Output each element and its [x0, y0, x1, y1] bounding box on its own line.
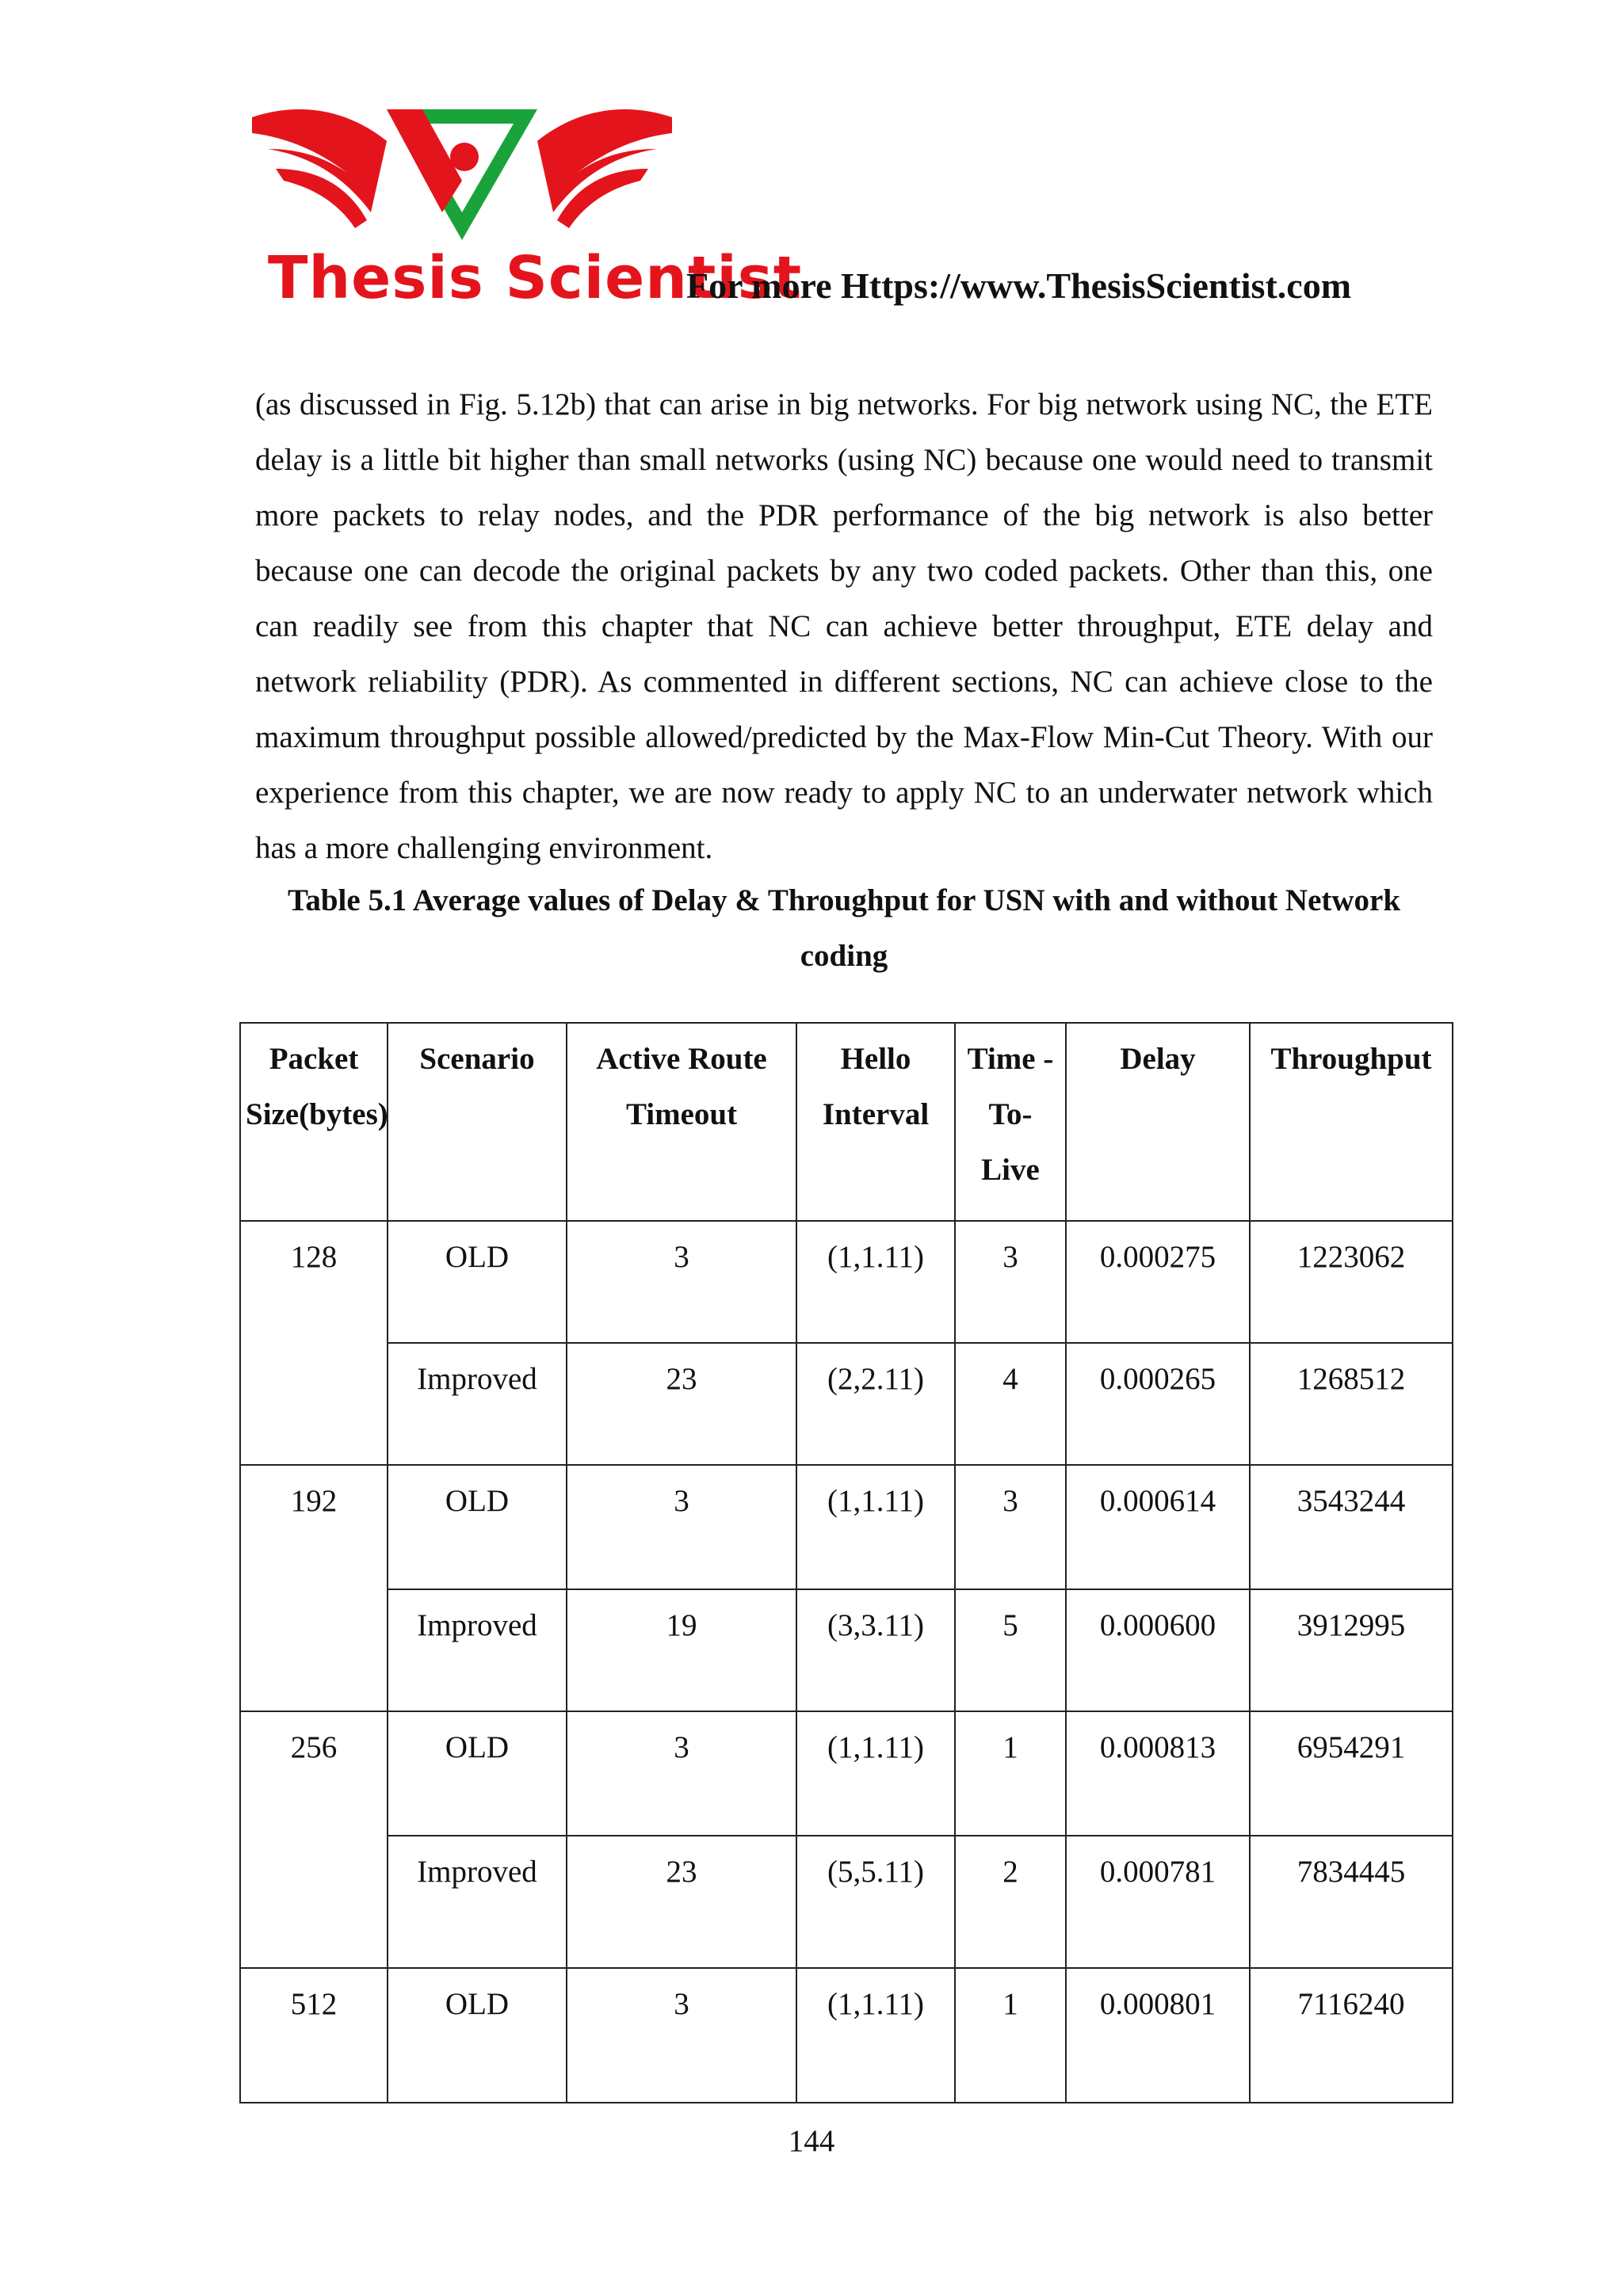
throughput-cell: 3543244	[1250, 1465, 1453, 1589]
throughput-cell: 7116240	[1250, 1968, 1453, 2103]
ttl-cell: 4	[955, 1343, 1066, 1465]
table-row	[240, 1465, 1453, 1589]
active-route-timeout-cell: 23	[567, 1836, 796, 1968]
active-route-timeout-cell: 23	[567, 1343, 796, 1465]
throughput-cell: 7834445	[1250, 1836, 1453, 1968]
column-header: Scenario	[388, 1023, 567, 1221]
column-header: Packet Size(bytes)	[240, 1023, 388, 1221]
table-row	[240, 1343, 1453, 1465]
table-row	[240, 1836, 1453, 1968]
hello-interval-cell: (2,2.11)	[796, 1343, 955, 1465]
scenario-cell: OLD	[388, 1221, 567, 1343]
delay-cell: 0.000600	[1066, 1589, 1250, 1711]
active-route-timeout-cell: 3	[567, 1465, 796, 1589]
throughput-cell: 1223062	[1250, 1221, 1453, 1343]
hello-interval-cell: (3,3.11)	[796, 1589, 955, 1711]
delay-cell: 0.000781	[1066, 1836, 1250, 1968]
delay-cell: 0.000801	[1066, 1968, 1250, 2103]
packet-size-cell: 192	[240, 1465, 388, 1711]
hello-interval-cell: (1,1.11)	[796, 1711, 955, 1836]
table-row	[240, 1711, 1453, 1836]
table-header-row	[240, 1023, 1453, 1221]
throughput-cell: 3912995	[1250, 1589, 1453, 1711]
ttl-cell: 3	[955, 1465, 1066, 1589]
column-header: Throughput	[1250, 1023, 1453, 1221]
ttl-cell: 1	[955, 1968, 1066, 2103]
packet-size-cell: 128	[240, 1221, 388, 1465]
column-header: Active Route Timeout	[567, 1023, 796, 1221]
column-header: Delay	[1066, 1023, 1250, 1221]
delay-cell: 0.000275	[1066, 1221, 1250, 1343]
hello-interval-cell: (1,1.11)	[796, 1968, 955, 2103]
delay-cell: 0.000614	[1066, 1465, 1250, 1589]
scenario-cell: OLD	[388, 1968, 567, 2103]
ttl-cell: 3	[955, 1221, 1066, 1343]
website-link[interactable]: For more Https://www.ThesisScientist.com	[686, 265, 1352, 306]
active-route-timeout-cell: 3	[567, 1968, 796, 2103]
packet-size-cell: 512	[240, 1968, 388, 2103]
table-caption: Table 5.1 Average values of Delay & Throughput for USN with and without Network coding	[287, 883, 1401, 973]
logo-text: Thesis Scientist	[268, 244, 803, 312]
active-route-timeout-cell: 3	[567, 1711, 796, 1836]
hello-interval-cell: (5,5.11)	[796, 1836, 955, 1968]
hello-interval-cell: (1,1.11)	[796, 1465, 955, 1589]
table-row	[240, 1589, 1453, 1711]
ttl-cell: 1	[955, 1711, 1066, 1836]
scenario-cell: OLD	[388, 1711, 567, 1836]
page-header	[252, 93, 1409, 323]
active-route-timeout-cell: 19	[567, 1589, 796, 1711]
scenario-cell: OLD	[388, 1465, 567, 1589]
page-number: 144	[788, 2124, 835, 2158]
thesis-scientist-logo	[252, 93, 803, 315]
column-header: Time -To- Live	[955, 1023, 1066, 1221]
winged-triangle-logo-icon	[252, 93, 672, 252]
table-row	[240, 1968, 1453, 2103]
delay-cell: 0.000813	[1066, 1711, 1250, 1836]
scenario-cell: Improved	[388, 1343, 567, 1465]
scenario-cell: Improved	[388, 1836, 567, 1968]
results-table	[239, 1022, 1453, 2103]
packet-size-cell: 256	[240, 1711, 388, 1968]
ttl-cell: 5	[955, 1589, 1066, 1711]
throughput-cell: 1268512	[1250, 1343, 1453, 1465]
scenario-cell: Improved	[388, 1589, 567, 1711]
throughput-cell: 6954291	[1250, 1711, 1453, 1836]
delay-cell: 0.000265	[1066, 1343, 1250, 1465]
body-paragraph: (as discussed in Fig. 5.12b) that can arise in big networks. For big network using NC, the ETE delay is a little bit higher than small networks (using NC) because one would need to transmit more packets to relay nodes, and the PDR performance of the big network is also better because one can decode the original packets by any two coded packets. Other than this, one can readily see from this chapter that NC can achieve better throughput, ETE delay and network reliability (PDR). As commented in different sections, NC can achieve close to the maximum throughput possible allowed/predicted by the Max-Flow Min-Cut Theory. With our experience from this chapter, we are now ready to apply NC to an underwater network which has a more challenging environment.	[255, 387, 1433, 865]
column-header: Hello Interval	[796, 1023, 955, 1221]
hello-interval-cell: (1,1.11)	[796, 1221, 955, 1343]
ttl-cell: 2	[955, 1836, 1066, 1968]
active-route-timeout-cell: 3	[567, 1221, 796, 1343]
table-row	[240, 1221, 1453, 1343]
